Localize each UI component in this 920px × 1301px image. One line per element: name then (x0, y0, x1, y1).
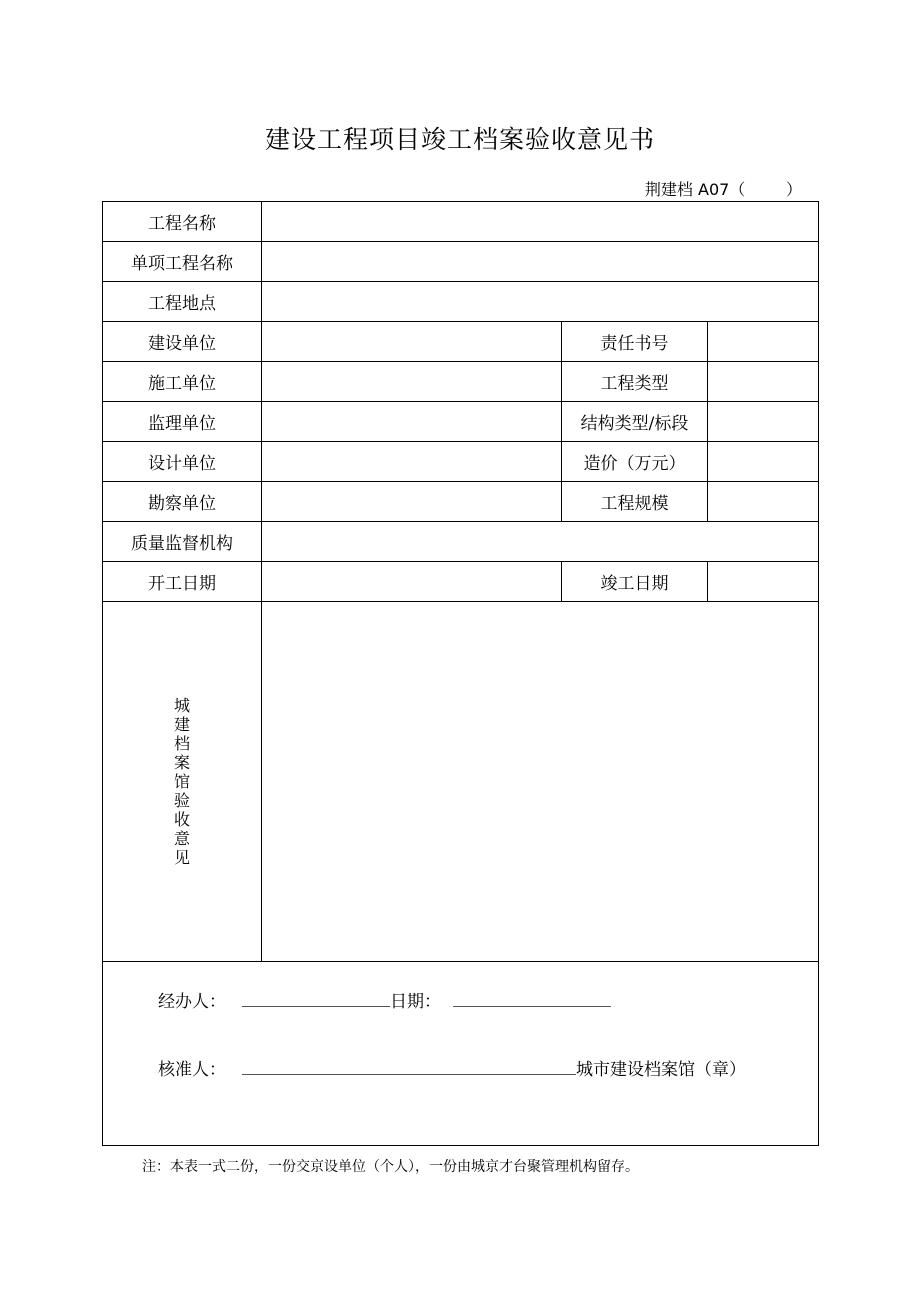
label-archive-opinion-cell (103, 602, 262, 962)
field-builder-unit[interactable] (262, 362, 562, 402)
handler-field[interactable] (242, 990, 390, 1007)
footnote: 注：本表一式二份，一份交京设单位（个人），一份由城京才台聚管理机构留存。 (142, 1159, 639, 1175)
label-construction-unit: 建设单位 (103, 322, 262, 362)
label-project-location: 工程地点 (103, 282, 262, 322)
field-quality-supervision[interactable] (262, 522, 819, 562)
acceptance-form-table (102, 201, 819, 1146)
approver-label: 核准人： (158, 1060, 226, 1080)
field-project-location[interactable] (262, 282, 819, 322)
handler-line (158, 987, 611, 1012)
approver-field[interactable] (242, 1058, 576, 1075)
field-responsibility-no[interactable] (708, 322, 819, 362)
label-supervision-unit: 监理单位 (103, 402, 262, 442)
label-project-name: 工程名称 (103, 202, 262, 242)
label-structure-type: 结构类型/标段 (562, 402, 708, 442)
label-quality-supervision: 质量监督机构 (103, 522, 262, 562)
seal-label: 城市建设档案馆（章） (576, 1060, 746, 1080)
row-dates (103, 562, 819, 602)
field-sub-project-name[interactable] (262, 242, 819, 282)
row-sub-project-name (103, 242, 819, 282)
field-structure-type[interactable] (708, 402, 819, 442)
row-quality-supervision (103, 522, 819, 562)
label-responsibility-no: 责任书号 (562, 322, 708, 362)
form-code: 荆建档 A07（ ） (644, 180, 802, 199)
row-survey-unit (103, 482, 819, 522)
field-design-unit[interactable] (262, 442, 562, 482)
label-cost: 造价（万元） (562, 442, 708, 482)
field-project-name[interactable] (262, 202, 819, 242)
row-project-name (103, 202, 819, 242)
row-archive-opinion (103, 602, 819, 962)
row-signature (103, 962, 819, 1146)
date-label: 日期： (390, 992, 441, 1012)
label-project-type: 工程类型 (562, 362, 708, 402)
field-cost[interactable] (708, 442, 819, 482)
label-survey-unit: 勘察单位 (103, 482, 262, 522)
label-builder-unit: 施工单位 (103, 362, 262, 402)
row-design-unit (103, 442, 819, 482)
label-design-unit: 设计单位 (103, 442, 262, 482)
row-project-location (103, 282, 819, 322)
date-field[interactable] (453, 990, 611, 1007)
label-project-scale: 工程规模 (562, 482, 708, 522)
field-project-scale[interactable] (708, 482, 819, 522)
field-completion-date[interactable] (708, 562, 819, 602)
approver-line (158, 1055, 746, 1080)
label-archive-opinion: 城建档案馆验收意见 (173, 695, 190, 867)
label-sub-project-name: 单项工程名称 (103, 242, 262, 282)
row-builder-unit (103, 362, 819, 402)
field-archive-opinion[interactable] (262, 602, 819, 962)
label-start-date: 开工日期 (103, 562, 262, 602)
field-project-type[interactable] (708, 362, 819, 402)
row-construction-unit (103, 322, 819, 362)
handler-label: 经办人： (158, 992, 226, 1012)
label-completion-date: 竣工日期 (562, 562, 708, 602)
field-survey-unit[interactable] (262, 482, 562, 522)
field-start-date[interactable] (262, 562, 562, 602)
signature-section (103, 962, 819, 1146)
field-construction-unit[interactable] (262, 322, 562, 362)
document-title: 建设工程项目竣工档案验收意见书 (264, 125, 655, 154)
field-supervision-unit[interactable] (262, 402, 562, 442)
row-supervision-unit (103, 402, 819, 442)
